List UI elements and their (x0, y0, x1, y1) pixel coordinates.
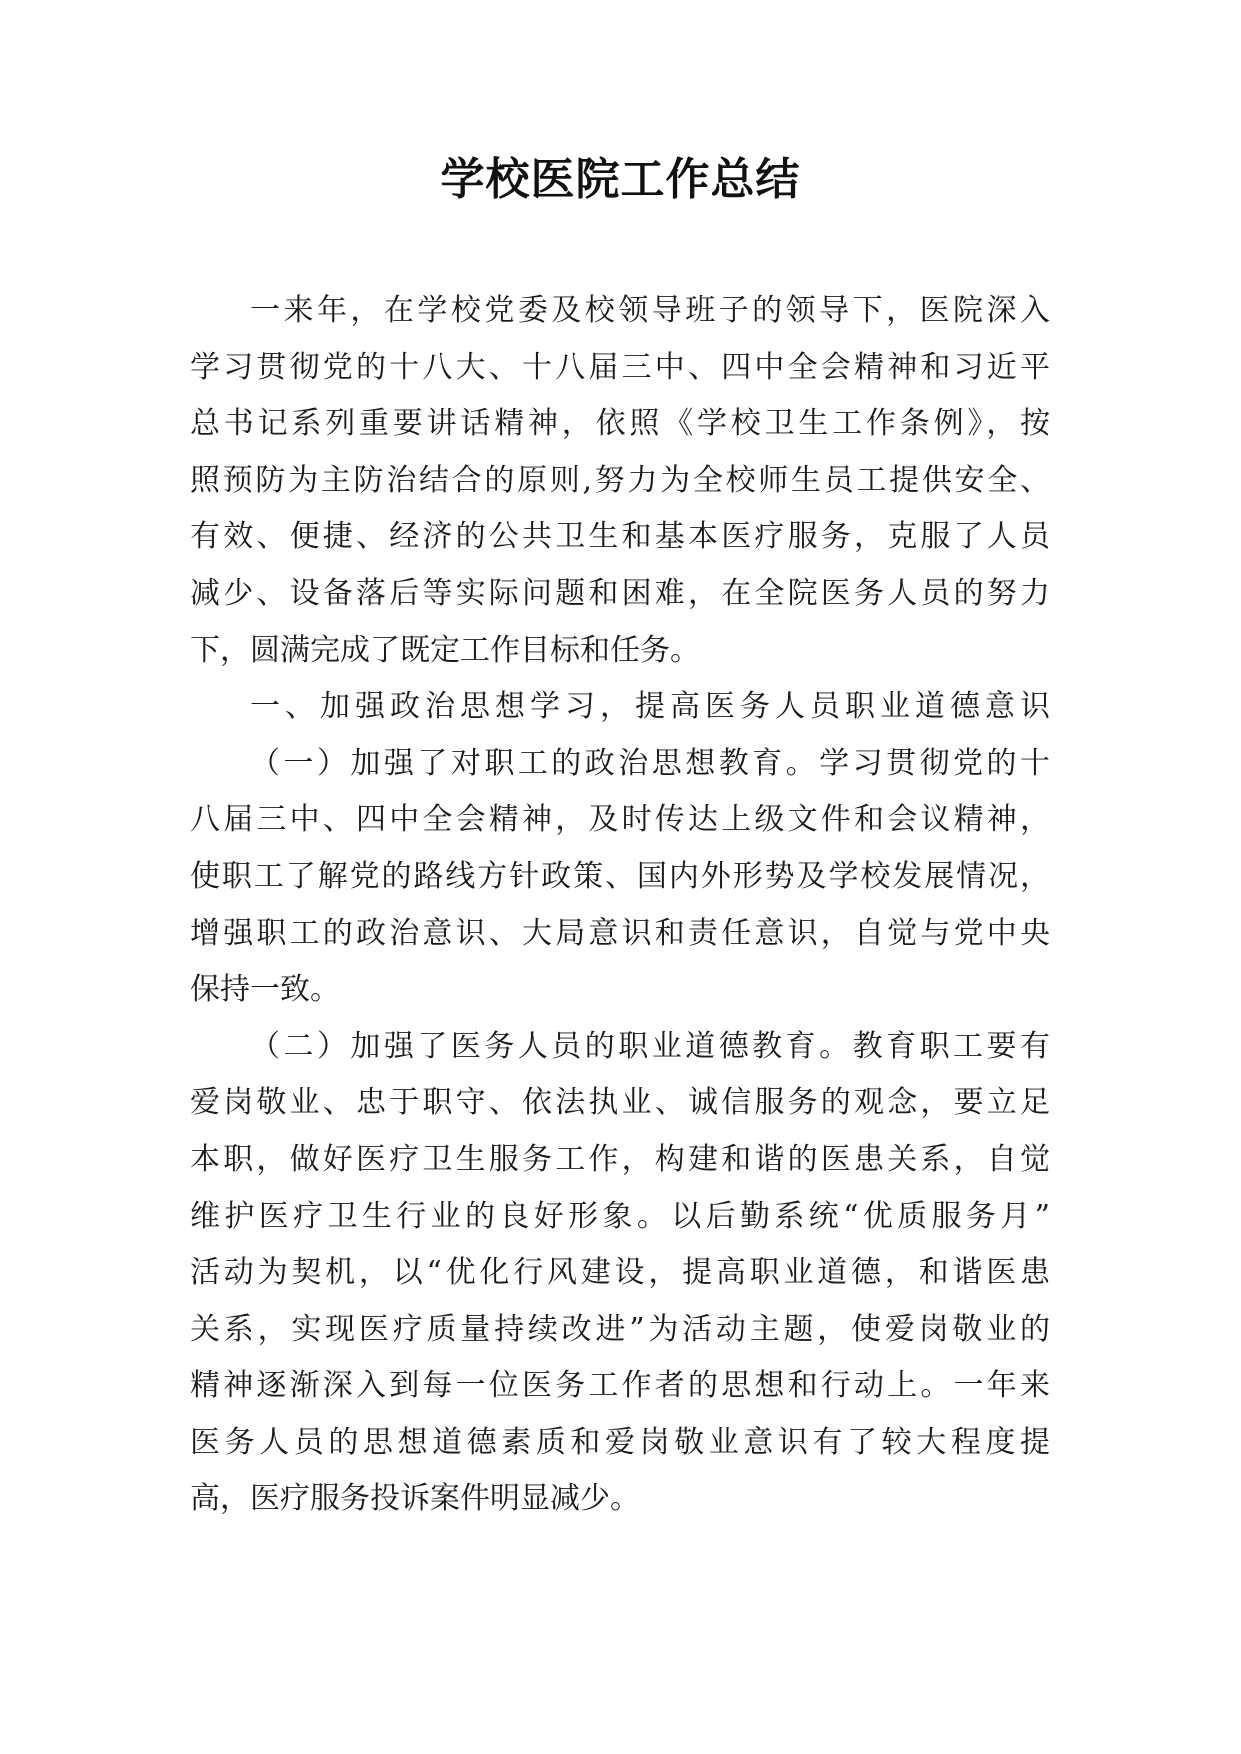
text-line: 维护医疗卫生行业的良好形象。以后勤系统“优质服务月” (190, 1198, 1050, 1234)
text-line: 学习贯彻党的十八大、十八届三中、四中全会精神和习近平 (190, 349, 1050, 385)
text-line: 减少、设备落后等实际问题和困难，在全院医务人员的努力 (190, 575, 1050, 611)
text-line: 高，医疗服务投诉案件明显减少。 (190, 1481, 640, 1517)
text-line: 照预防为主防治结合的原则,努力为全校师生员工提供安全、 (190, 462, 1050, 498)
text-line: 八届三中、四中全会精神，及时传达上级文件和会议精神， (190, 802, 1050, 838)
text-line: 下，圆满完成了既定工作目标和任务。 (190, 632, 700, 668)
text-line: 爱岗敬业、忠于职守、依法执业、诚信服务的观念，要立足 (190, 1085, 1050, 1121)
text-line: 总书记系列重要讲话精神，依照《学校卫生工作条例》，按 (190, 406, 1050, 442)
text-line: 本职，做好医疗卫生服务工作，构建和谐的医患关系，自觉 (190, 1141, 1050, 1177)
text-line: 一来年，在学校党委及校领导班子的领导下，医院深入 (250, 293, 1050, 328)
document-title: 学校医院工作总结 (440, 154, 801, 205)
text-line: 医务人员的思想道德素质和爱岗敬业意识有了较大程度提 (190, 1424, 1050, 1460)
text-line: （一）加强了对职工的政治思想教育。学习贯彻党的十 (250, 745, 1050, 781)
text-line: 增强职工的政治意识、大局意识和责任意识，自觉与党中央 (190, 915, 1050, 951)
text-line: 关系，实现医疗质量持续改进”为活动主题，使爱岗敬业的 (190, 1311, 1050, 1347)
text-line: 一、加强政治思想学习，提高医务人员职业道德意识 (250, 689, 1050, 725)
text-line: 使职工了解党的路线方针政策、国内外形势及学校发展情况， (190, 858, 1050, 894)
text-line: 活动为契机，以“优化行风建设，提高职业道德，和谐医患 (190, 1255, 1050, 1291)
text-line: （二）加强了医务人员的职业道德教育。教育职工要有 (250, 1028, 1050, 1064)
document-body (190, 283, 1050, 1528)
text-line: 精神逐渐深入到每一位医务工作者的思想和行动上。一年来 (190, 1368, 1050, 1404)
text-line: 保持一致。 (190, 972, 340, 1008)
text-line: 有效、便捷、经济的公共卫生和基本医疗服务，克服了人员 (190, 519, 1050, 555)
